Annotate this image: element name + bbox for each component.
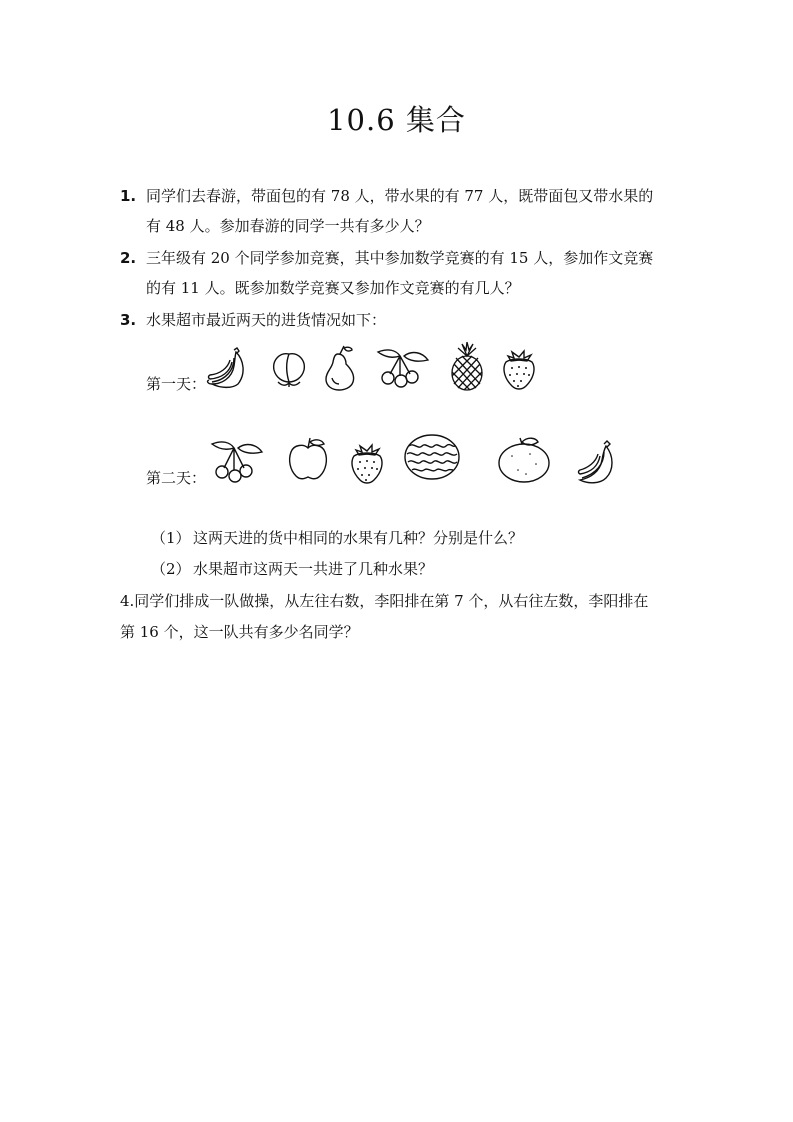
question-1-line-1 [120, 186, 653, 206]
question-2-number: 2. [120, 249, 137, 267]
question-4-line-1: 4.同学们排成一队做操，从左往右数，李阳排在第 7 个，从右往左数，李阳排在 [120, 592, 649, 610]
question-1-text-line-2: 有 48 人。参加春游的同学一共有多少人？ [146, 217, 430, 235]
subquestion-1-text: 这两天进的货中相同的水果有几种？分别是什么？ [193, 529, 524, 547]
subquestion-1 [151, 528, 523, 548]
question-2-line-1 [120, 248, 653, 268]
question-3-line-1 [120, 310, 386, 330]
strawberry-icon [346, 442, 388, 486]
question-3-number: 3. [120, 311, 137, 329]
subquestion-2-text: 水果超市这两天一共进了几种水果？ [193, 560, 434, 578]
strawberry-icon [498, 348, 540, 392]
watermelon-icon [402, 432, 462, 482]
cherry-icon [374, 346, 430, 390]
day-2-label: 第二天： [146, 469, 207, 487]
question-1-number: 1. [120, 187, 137, 205]
page-title: 10.6 集合 [327, 103, 466, 137]
peach-icon [268, 348, 310, 390]
day-1-label: 第一天： [146, 375, 207, 393]
banana-icon [574, 438, 618, 486]
subquestion-2 [151, 559, 433, 579]
question-1-text-line-1: 同学们去春游，带面包的有 78 人，带水果的有 77 人，既带面包又带水果的 [146, 187, 654, 205]
banana-icon [204, 346, 252, 390]
question-2-text-line-1: 三年级有 20 个同学参加竞赛，其中参加数学竞赛的有 15 人，参加作文竞赛 [146, 249, 654, 267]
apple-icon [286, 436, 330, 482]
question-3-text-line-1: 水果超市最近两天的进货情况如下： [146, 311, 387, 329]
pineapple-icon [446, 342, 488, 392]
cherry-icon [208, 438, 264, 484]
pear-icon [322, 344, 358, 392]
question-4-line-2: 第 16 个，这一队共有多少名同学？ [120, 623, 359, 641]
orange-icon [496, 434, 552, 484]
subquestion-2-number: （2） [151, 560, 191, 578]
question-2-text-line-2: 的有 11 人。既参加数学竞赛又参加作文竞赛的有几人？ [146, 279, 520, 297]
subquestion-1-number: （1） [151, 529, 191, 547]
